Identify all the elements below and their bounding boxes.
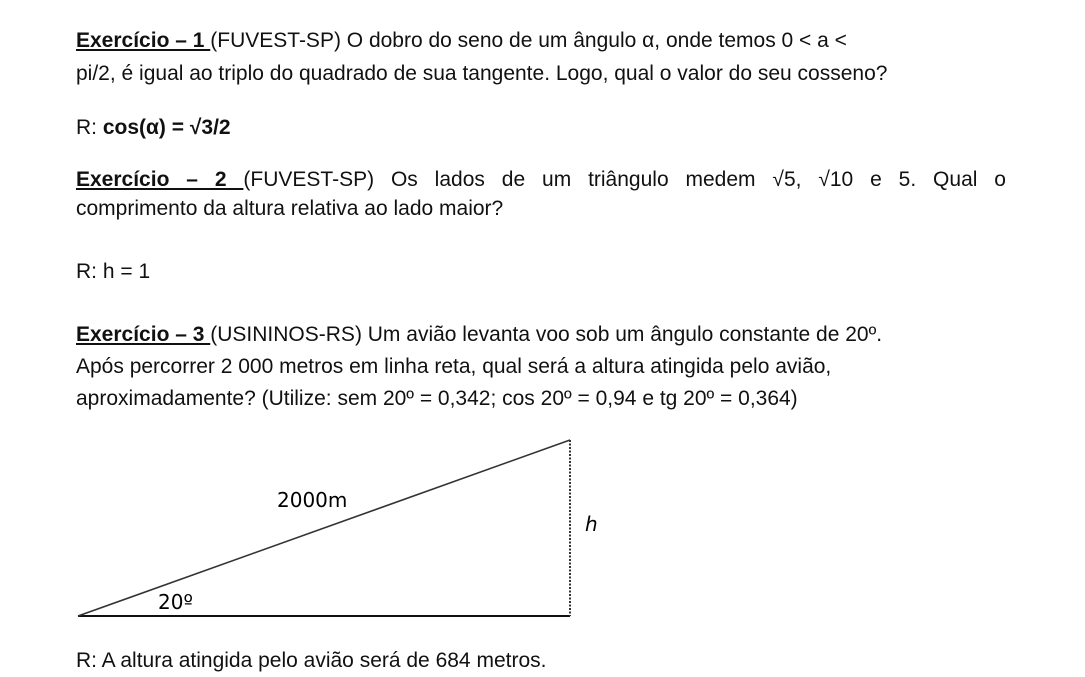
answer-prefix: R:	[76, 116, 103, 139]
angle-label: 20º	[158, 590, 193, 614]
triangle-hypotenuse	[78, 440, 570, 616]
exercise-3-text-1: (USININOS-RS) Um avião levanta voo sob um ângulo constante de 20º.	[210, 323, 883, 346]
exercise-2-text-1: (FUVEST-SP) Os lados de um triângulo medem √5, √10 e 5. Qual o	[243, 168, 1006, 191]
height-label: h	[585, 512, 598, 536]
exercise-1-text-2: pi/2, é igual ao triplo do quadrado de sua tangente. Logo, qual o valor do seu cosseno?	[76, 62, 888, 85]
exercise-1-answer-value: cos(α) = √3/2	[102, 116, 231, 139]
exercise-2-text-2: comprimento da altura relativa ao lado maior?	[76, 197, 504, 220]
exercise-3-answer: R: A altura atingida pelo avião será de 684 metros.	[76, 649, 547, 672]
hypotenuse-label: 2000m	[277, 488, 348, 512]
exercise-3-text-2: Após percorrer 2 000 metros em linha reta, qual será a altura atingida pelo avião,	[76, 355, 832, 378]
exercise-3-title: Exercício – 3	[76, 323, 211, 346]
exercise-1-title: Exercício – 1	[76, 29, 211, 52]
exercise-2-title: Exercício – 2	[76, 168, 244, 191]
exercise-1-text-1: (FUVEST-SP) O dobro do seno de um ângulo α, onde temos 0 < a <	[210, 29, 847, 52]
exercise-2-answer: R: h = 1	[76, 260, 151, 283]
exercise-3-text-3: aproximadamente? (Utilize: sem 20º = 0,342; cos 20º = 0,94 e tg 20º = 0,364)	[76, 387, 798, 410]
